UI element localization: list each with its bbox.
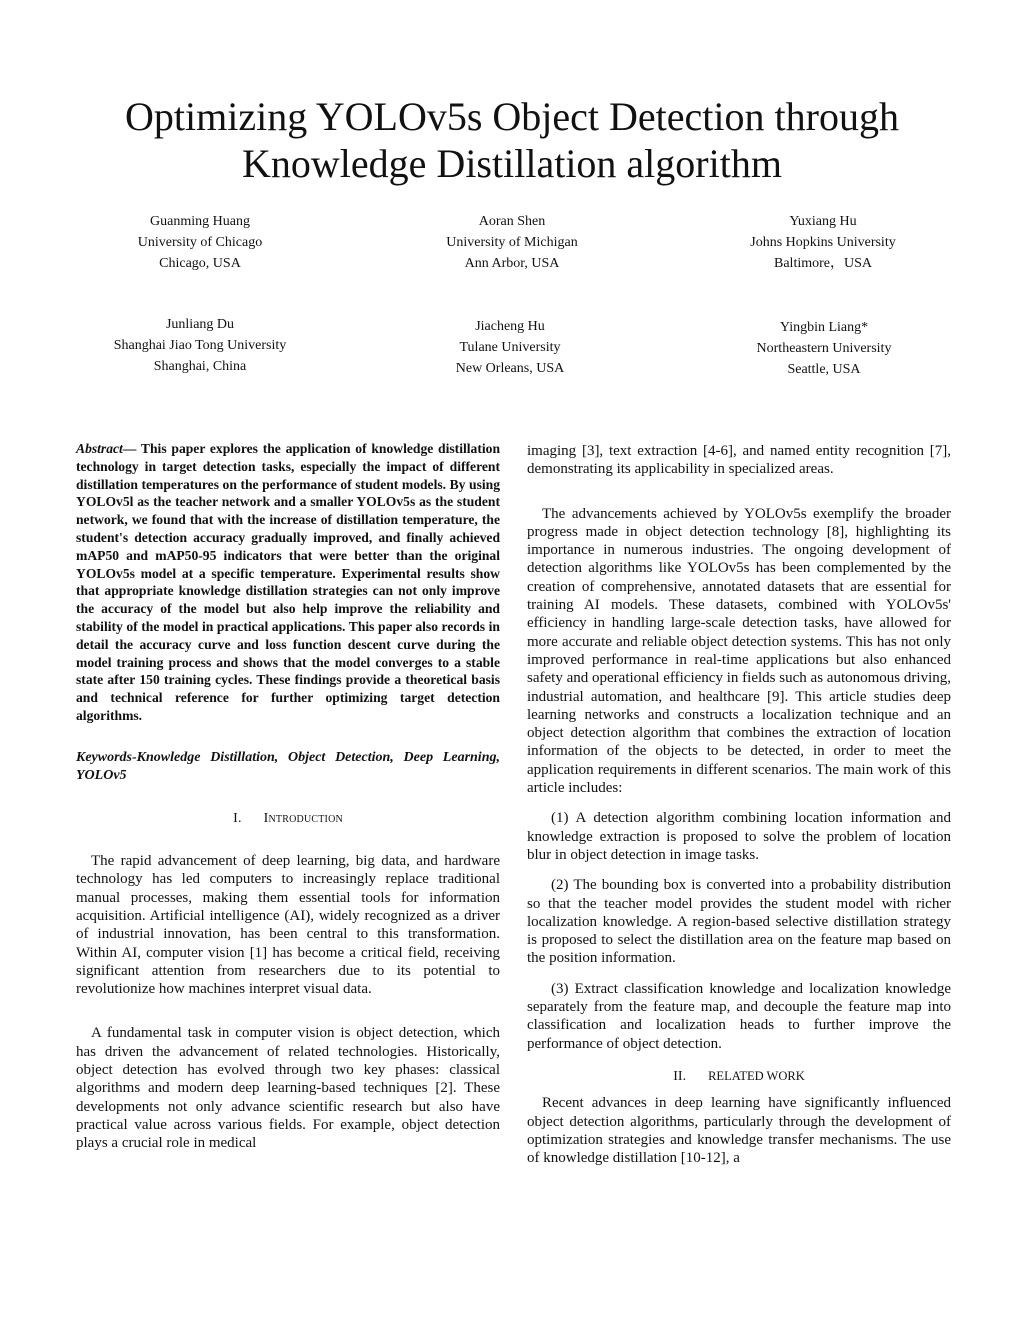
author-location: New Orleans, USA — [455, 361, 565, 376]
abstract-label: Abstract— — [76, 441, 137, 456]
intro-paragraph-2: A fundamental task in computer vision is object detection, which has driven the advancement of related technologies. Historically, object detection has evolved through two key phases: classical algorithms and modern deep learning-based techniques [2]. These developments not only advance scientific research but also have practical value across various fields. For example, object detection plays a crucial role in medical — [76, 1025, 500, 1152]
author-block-4 — [70, 314, 330, 377]
author-location: Seattle, USA — [787, 362, 861, 377]
author-block-6 — [694, 317, 954, 380]
intro-paragraph-4: The advancements achieved by YOLOv5s exemplify the broader progress made in object detection technology [8], highlighting its importance in numerous industries. The ongoing development of detection algorithms like YOLOv5s has been complemented by the creation of comprehensive, annotated datasets that are essential for training AI models. These datasets, combined with YOLOv5s' efficiency in handling large-scale detection tasks, have allowed for more accurate and reliable object detection systems. This has not only improved performance in real-time applications but also enhanced safety and operational efficiency in fields such as autonomous driving, industrial automation, and healthcare [9]. This article studies deep learning networks and constructs a localization technique and an object detection algorithm that combines the extraction of location information of the objects to be detected, in order to meet the application requirements in different scenarios. The main work of this article includes: — [527, 505, 951, 797]
author-name: Aoran Shen — [478, 214, 546, 229]
author-name: Guanming Huang — [150, 214, 250, 229]
section-number: I. — [233, 810, 242, 826]
author-name: Jiacheng Hu — [475, 319, 545, 334]
title-line-1: Optimizing YOLOv5s Object Detection through — [125, 94, 899, 139]
contribution-2: (2) The bounding box is converted into a probability distribution so that the teacher model provides the student model with richer localization knowledge. A region-based selective distillation strategy is proposed to select the distillation area on the feature map based on the position information. — [527, 877, 951, 967]
title-line-2: Knowledge Distillation algorithm — [242, 141, 782, 186]
author-affiliation: University of Chicago — [137, 235, 263, 250]
author-location: Ann Arbor, USA — [464, 256, 560, 271]
author-name: Junliang Du — [165, 317, 235, 332]
author-location: Baltimore，USA — [774, 256, 872, 271]
keywords: Keywords-Knowledge Distillation, Object Detection, Deep Learning, YOLOv5 — [76, 749, 500, 783]
related-paragraph-1: Recent advances in deep learning have significantly influenced object detection algorithms, particularly through the development of optimization strategies and knowledge transfer mechanisms. The use of knowledge distillation [10-12], a — [527, 1095, 951, 1167]
section-heading-related-work — [527, 1067, 951, 1086]
author-location: Shanghai, China — [153, 359, 247, 374]
author-block-2 — [382, 211, 642, 274]
author-block-1 — [70, 211, 330, 274]
contribution-3: (3) Extract classification knowledge and localization knowledge separately from the feature map, and decouple the feature map into classification and localization heads to further improve the performance of object detection. — [527, 980, 951, 1052]
author-block-3 — [693, 211, 953, 274]
abstract-text: This paper explores the application of knowledge distillation technology in target detection tasks, especially the impact of different distillation temperatures on the performance of student models. By using YOLOv5l as the teacher network and a smaller YOLOv5s as the student network, we found that with the increase of distillation temperature, the student's detection accuracy gradually improved, and finally achieved mAP50 and mAP50-95 indicators that were better than the original YOLOv5s model at a specific temperature. Experimental results show that appropriate knowledge distillation strategies can not only improve the accuracy of the model but also help improve the reliability and stability of the model in practical applications. This paper also records in detail the accuracy curve and loss function descent curve during the model training process and shows that the model converges to a stable state after 150 training cycles. These findings provide a theoretical basis and technical reference for further optimizing target detection algorithms. — [76, 441, 500, 723]
abstract — [76, 440, 500, 725]
section-title: RELATED WORK — [708, 1068, 805, 1083]
section-heading-introduction — [76, 810, 500, 828]
author-name: Yuxiang Hu — [789, 214, 857, 229]
author-affiliation: Shanghai Jiao Tong University — [113, 338, 287, 353]
author-affiliation: University of Michigan — [446, 235, 578, 250]
paper-title — [0, 93, 1024, 187]
section-title: Introduction — [263, 810, 343, 826]
author-affiliation: Tulane University — [459, 340, 561, 355]
section-number: II. — [673, 1068, 687, 1084]
author-name: Yingbin Liang* — [779, 320, 869, 335]
author-location: Chicago, USA — [159, 256, 241, 271]
author-block-5 — [380, 316, 640, 379]
author-affiliation: Northeastern University — [756, 341, 892, 356]
author-affiliation: Johns Hopkins University — [750, 235, 896, 250]
intro-paragraph-3: imaging [3], text extraction [4-6], and named entity recognition [7], demonstrating its applicability in specialized areas. — [527, 443, 951, 478]
right-column — [527, 442, 951, 1167]
intro-paragraph-1: The rapid advancement of deep learning, big data, and hardware technology has led computers to increasingly replace traditional manual processes, making them essential tools for information acquisition. Artificial intelligence (AI), widely recognized as a driver of industrial innovation, has been central to this transformation. Within AI, computer vision [1] has become a critical field, receiving significant attention from researchers due to its potential to revolutionize how machines interpret visual data. — [76, 853, 500, 998]
left-column — [76, 440, 500, 1153]
contribution-1: (1) A detection algorithm combining location information and knowledge extraction is proposed to solve the problem of location blur in object detection in image tasks. — [527, 810, 951, 863]
